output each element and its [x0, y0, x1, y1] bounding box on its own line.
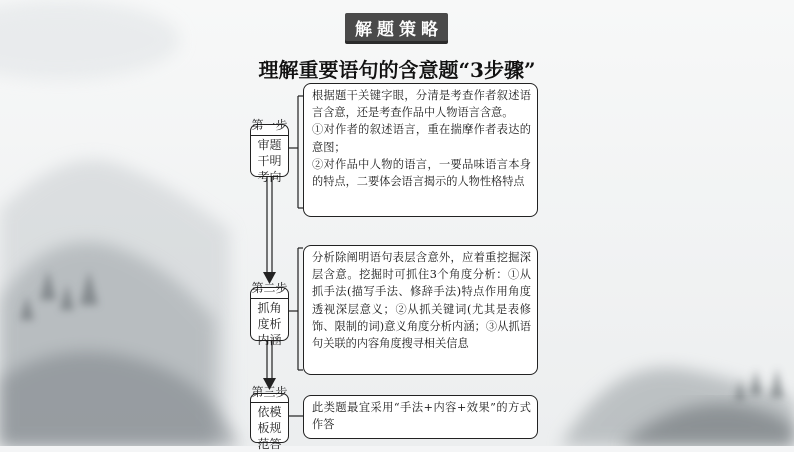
step-3-card	[250, 385, 289, 451]
step-1-detail-line: ②对作品中人物的语言，一要品味语言本身的特点，二要体会语言揭示的人物性格特点	[312, 157, 531, 189]
step-2-card	[250, 281, 289, 347]
step-2-detail-line: 分析除阐明语句表层含意外，应着重挖掘深层含意。挖掘时可抓住3个角度分析：①从抓手法(描写手法、修辞手法)特点作用角度透视深层意义；②从抓关键词(尤其是表修饰、限制的词)意义角度分析内涵；③从抓语句关联的内容角度搜寻相关信息	[312, 251, 531, 351]
step-1-detail-line: 根据题干关键字眼，分清是考查作者叙述语言含意，还是考查作品中人物语言含意。	[312, 89, 531, 120]
step-3-detail-box	[303, 395, 538, 439]
step-2-detail-box	[303, 245, 538, 375]
step-3-detail-line: 此类题最宜采用“手法+内容+效果”的方式作答	[312, 401, 531, 432]
step-1-name: 审题干明考向	[257, 137, 282, 184]
page-title: 理解重要语句的含意题“3步骤”	[258, 58, 536, 82]
step-1-detail-box	[303, 83, 538, 217]
step-2-name: 抓角度析内涵	[257, 301, 282, 347]
step-3-label: 第三步	[251, 384, 288, 403]
down-arrow-icon	[263, 341, 276, 390]
banner-label: 解题策略	[355, 19, 443, 40]
step-2-label: 第二步	[251, 280, 288, 299]
step-3-name: 依模板规范答	[257, 405, 282, 451]
down-arrow-icon	[263, 177, 276, 284]
step-1-card	[250, 117, 289, 184]
step-1-label: 第一步	[251, 117, 288, 136]
step-1-detail-line: ①对作者的叙述语言，重在揣摩作者表达的意图；	[312, 123, 531, 154]
